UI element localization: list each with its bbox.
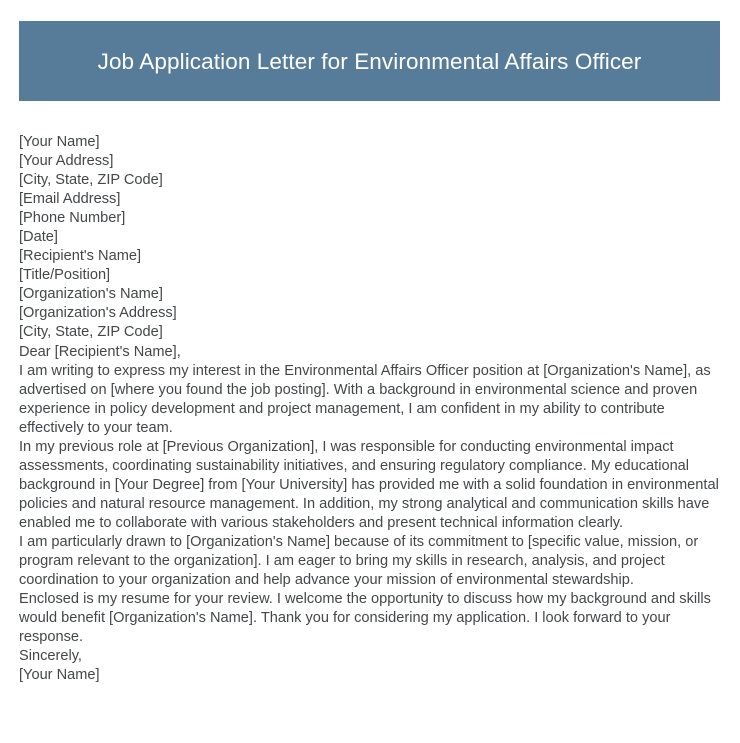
salutation: Dear [Recipient's Name], (19, 343, 181, 360)
sender-line: [Your Name] (19, 134, 100, 150)
recipient-line: [Recipient's Name] (19, 248, 142, 265)
sender-line: [Email Address] (19, 191, 121, 208)
body-paragraph: Enclosed is my resume for your review. I welcome the opportunity to discuss how my background and skills would benefit [Organization's Name]. Thank you for considering my application. I look forward to your response. (19, 591, 711, 646)
closing: Sincerely, (19, 648, 82, 665)
recipient-line: [Title/Position] (19, 267, 111, 284)
signature-name: [Your Name] (19, 667, 100, 684)
recipient-line: [Organization's Name] (19, 286, 163, 303)
sender-line: [Phone Number] (19, 210, 126, 227)
document-title-banner (19, 21, 720, 101)
sender-line: [Your Address] (19, 153, 114, 170)
sender-address-block (19, 133, 724, 247)
body-paragraph: I am particularly drawn to [Organization's Name] because of its commitment to [specific value, mission, or program relevant to the organization]. I am eager to bring my skills in research, analysis, and project coordination to your organization and help advance your mission of environmental stewardship. (19, 533, 699, 589)
sender-line: [Date] (19, 229, 58, 246)
body-paragraph: I am writing to express my interest in the Environmental Affairs Officer position at [Organization's Name], as advertised on [where you found the job posting]. With a background in environmental science and proven experience in policy development and project management, I am confident in my ability to contribute effectively to your team. (19, 362, 711, 436)
letter-content (19, 133, 724, 685)
page-title: Job Application Letter for Environmental Affairs Officer (97, 48, 642, 74)
body-paragraph: In my previous role at [Previous Organization], I was responsible for conducting environmental impact assessments, coordinating sustainability initiatives, and ensuring regulatory compliance. My educational background in [Your Degree] from [Your University] has provided me with a solid foundation in environmental policies and natural resource management. In addition, my strong analytical and communication skills have enabled me to collaborate with various stakeholders and present technical information clearly. (19, 438, 719, 531)
recipient-line: [Organization's Address] (19, 305, 177, 322)
recipient-line: [City, State, ZIP Code] (19, 324, 163, 341)
recipient-address-block (19, 247, 724, 342)
sender-line: [City, State, ZIP Code] (19, 172, 163, 189)
